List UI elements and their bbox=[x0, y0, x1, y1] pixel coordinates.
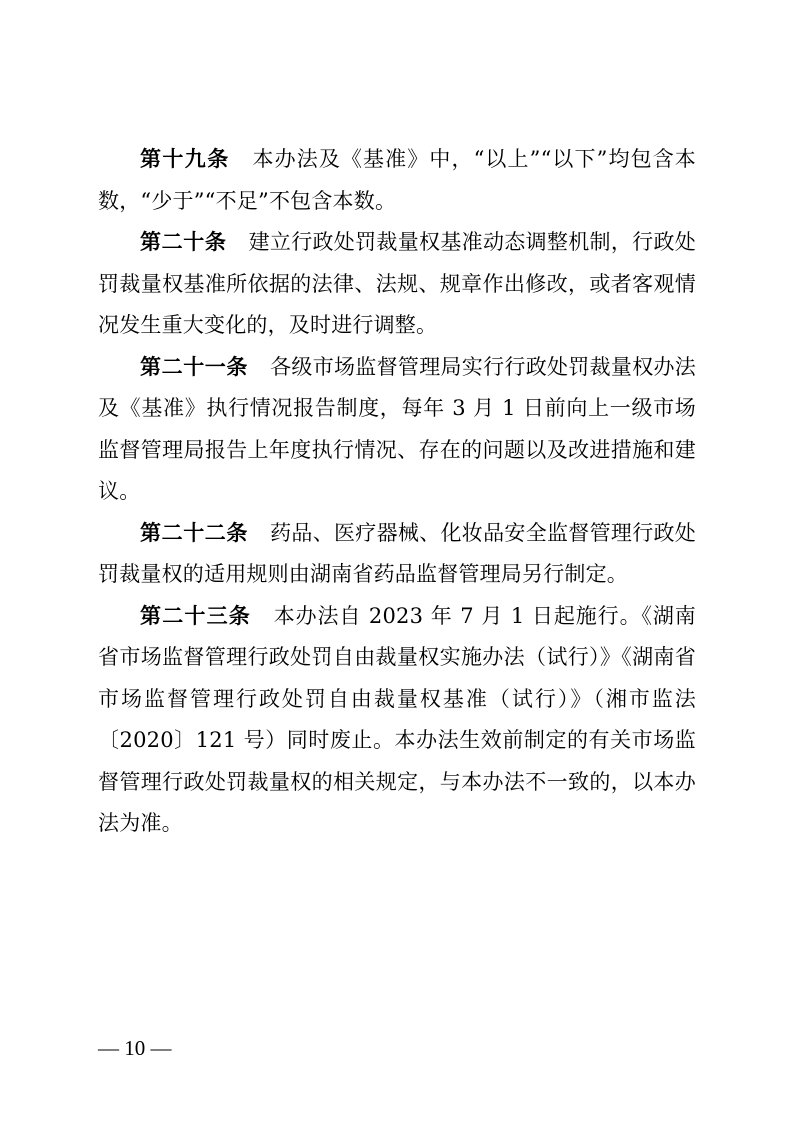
article-text: 建立行政处罚裁量权基准动态调整机制，行政处罚裁量权基准所依据的法律、法规、规章作出修改，或者客观情况发生重大变化的，及时进行调整。 bbox=[98, 230, 697, 337]
article-number: 第二十二条 bbox=[140, 520, 248, 545]
document-body bbox=[98, 139, 696, 845]
article-number: 第二十一条 bbox=[140, 354, 248, 379]
article-number: 第二十条 bbox=[140, 230, 227, 254]
article-text: 各级市场监督管理局实行行政处罚裁量权办法及《基准》执行情况报告制度，每年 3 月 1 日前向上一级市场监督管理局报告上年度执行情况、存在的问题以及改进措施和建议。 bbox=[98, 354, 696, 503]
article-paragraph bbox=[98, 139, 696, 222]
article-text: 本办法自 2023 年 7 月 1 日起施行。《湖南省市场监督管理行政处罚自由裁量权实施办法（试行）》《湖南省市场监督管理行政处罚自由裁量权基准（试行）》（湘市监法〔2020〕121 号）同时废止。本办法生效前制定的有关市场监督管理行政处罚裁量权的相关规定，与本办法不一致的，以本办法为准。 bbox=[98, 603, 696, 835]
article-paragraph bbox=[98, 513, 696, 596]
article-paragraph bbox=[98, 347, 696, 513]
article-paragraph bbox=[98, 596, 696, 845]
article-paragraph bbox=[98, 222, 696, 347]
article-number: 第二十三条 bbox=[140, 603, 252, 628]
article-text: 本办法及《基准》中，“以上”“以下”均包含本数，“少于”“不足”不包含本数。 bbox=[98, 147, 696, 213]
article-number: 第十九条 bbox=[140, 147, 230, 171]
article-text: 药品、医疗器械、化妆品安全监督管理行政处罚裁量权的适用规则由湖南省药品监督管理局另行制定。 bbox=[98, 520, 696, 586]
page-number: — 10 — bbox=[98, 1036, 172, 1060]
